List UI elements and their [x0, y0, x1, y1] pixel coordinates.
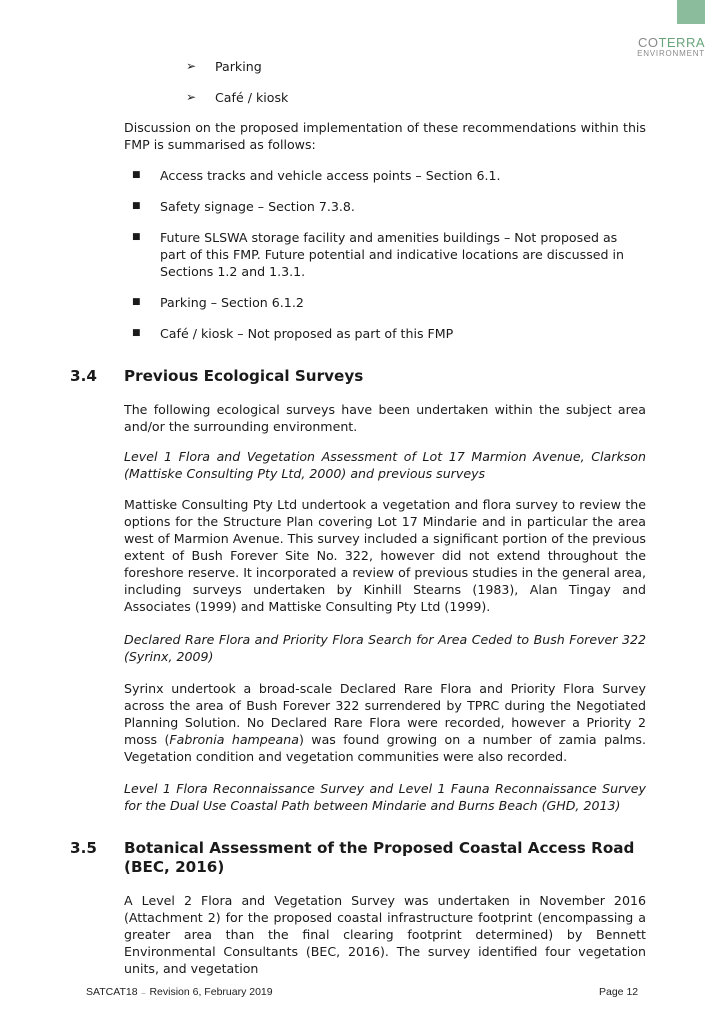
- footer-doc-ref: SATCAT18: [86, 986, 138, 998]
- bullet-list-item-text: Safety signage – Section 7.3.8.: [160, 199, 355, 214]
- arrow-bullet-icon: ➢: [186, 90, 197, 104]
- section-3-4-intro: The following ecological surveys have been undertaken within the subject area and/or the surrounding environment.: [124, 402, 646, 434]
- header-accent-block: [677, 0, 705, 24]
- square-bullet-icon: ■: [132, 297, 141, 307]
- survey-body-syrinx-part-b: ) was found growing on a number of zamia palms. Vegetation condition and vegetation communities were also recorded.: [124, 732, 646, 764]
- survey-title-mattiske: Level 1 Flora and Vegetation Assessment of Lot 17 Marmion Avenue, Clarkson (Mattiske Consulting Pty Ltd, 2000) and previous surveys: [124, 449, 646, 481]
- square-bullet-icon: ■: [132, 170, 141, 180]
- logo-text-terra: TERRA: [658, 35, 705, 50]
- footer-document-info: [86, 986, 273, 998]
- bullet-list-item: [132, 198, 646, 215]
- intro-paragraph: Discussion on the proposed implementation of these recommendations within this FMP is summarised as follows:: [124, 120, 646, 152]
- section-title: Previous Ecological Surveys: [124, 367, 364, 385]
- section-number: 3.4: [70, 367, 97, 385]
- bullet-list-item-text: Future SLSWA storage facility and amenities buildings – Not proposed as part of this FMP. Future potential and indicative locations are discussed in Sections 1.2 and 1.3.1.: [160, 230, 624, 279]
- section-heading-3-5: [70, 839, 650, 877]
- square-bullet-icon: ■: [132, 232, 141, 242]
- section-heading-3-4: [70, 367, 650, 386]
- survey-body-mattiske: Mattiske Consulting Pty Ltd undertook a vegetation and flora survey to review the options for the Structure Plan covering Lot 17 Mindarie and in particular the area west of Marmion Avenue. This survey included a significant portion of the previous extent of Bush Forever Site No. 322, however did not extend throughout the foreshore reserve. It incorporated a review of previous studies in the general area, including surveys undertaken by Kinhill Stearns (1983), Alan Tingay and Associates (1999) and Mattiske Consulting Pty Ltd (1999).: [124, 497, 646, 614]
- logo-text-co: CO: [637, 35, 659, 50]
- logo-subtitle: ENVIRONMENT: [637, 49, 705, 58]
- arrow-list-item-text: Parking: [215, 59, 262, 74]
- footer-separator: –: [141, 990, 146, 997]
- footer-revision: Revision 6, February 2019: [149, 986, 273, 998]
- bullet-list-item-text: Parking – Section 6.1.2: [160, 295, 304, 310]
- section-number: 3.5: [70, 839, 97, 857]
- survey-body-syrinx: [124, 680, 646, 765]
- arrow-list-item-text: Café / kiosk: [215, 90, 289, 105]
- section-3-5-body: A Level 2 Flora and Vegetation Survey was undertaken in November 2016 (Attachment 2) for the proposed coastal infrastructure footprint (encompassing a greater area than the final clearing footprint determined) by Bennett Environmental Consultants (BEC, 2016). The survey identified four vegetation units, and vegetation: [124, 893, 646, 976]
- survey-title-ghd: Level 1 Flora Reconnaissance Survey and Level 1 Fauna Reconnaissance Survey for the Dual Use Coastal Path between Mindarie and Burns Beach (GHD, 2013): [124, 781, 646, 813]
- survey-title-syrinx: Declared Rare Flora and Priority Flora Search for Area Ceded to Bush Forever 322 (Syrinx, 2009): [124, 632, 646, 664]
- bullet-list-item-text: Café / kiosk – Not proposed as part of this FMP: [160, 326, 454, 341]
- survey-body-syrinx-part-a: Syrinx undertook a broad-scale Declared Rare Flora and Priority Flora Survey across the area of Bush Forever 322 surrendered by TPRC during the Negotiated Planning Solution. No Declared Rare Flora were recorded, however a Priority 2 moss (: [124, 681, 646, 747]
- species-name: Fabronia hampeana: [169, 732, 299, 747]
- bullet-list-item-text: Access tracks and vehicle access points – Section 6.1.: [160, 168, 501, 183]
- square-bullet-icon: ■: [132, 328, 141, 338]
- bullet-list-item: [132, 294, 646, 311]
- square-bullet-icon: ■: [132, 201, 141, 211]
- bullet-list-item: [132, 229, 646, 280]
- arrow-bullet-icon: ➢: [186, 59, 197, 73]
- bullet-list-item: [132, 167, 646, 184]
- bullet-list-item: [132, 325, 646, 342]
- coterra-logo: [637, 36, 705, 58]
- section-title: Botanical Assessment of the Proposed Coastal Access Road (BEC, 2016): [124, 839, 635, 876]
- footer-page-number: Page 12: [599, 986, 639, 998]
